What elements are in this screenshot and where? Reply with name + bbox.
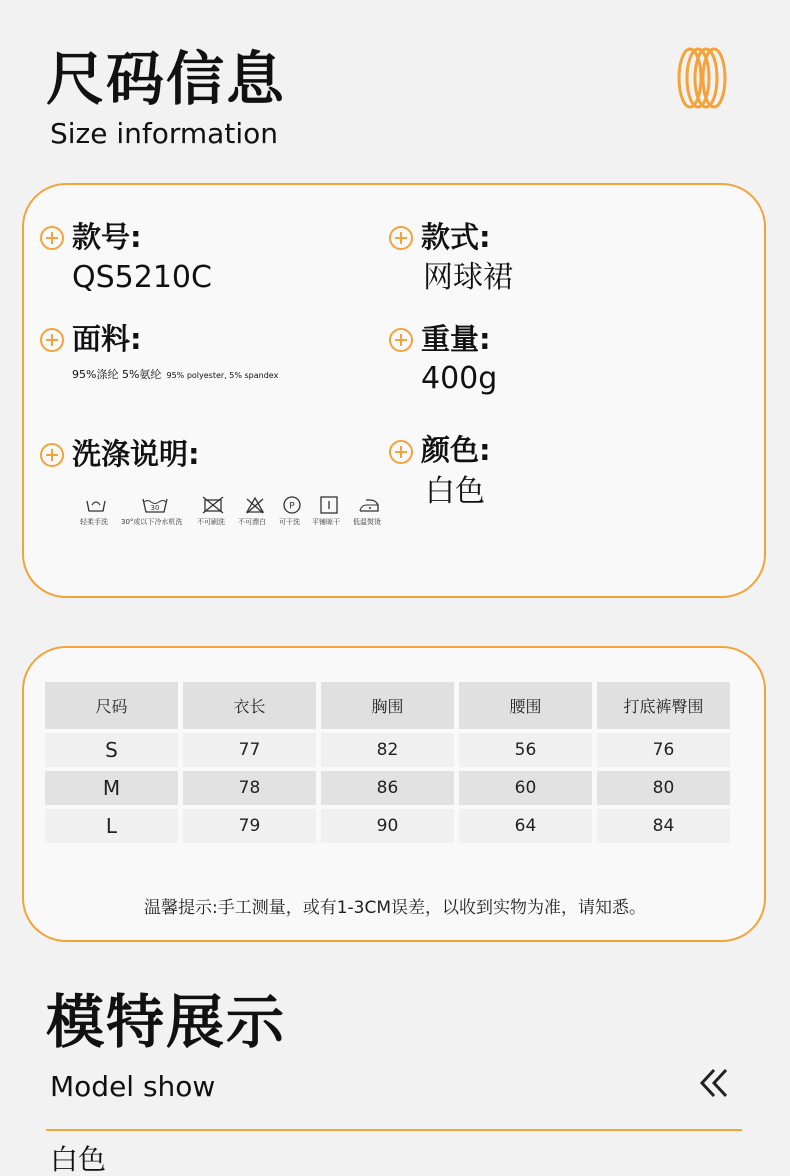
plus-circle-icon xyxy=(40,226,64,250)
table-header-cell: 衣长 xyxy=(183,682,316,729)
fabric-label: 面料: xyxy=(72,322,142,356)
care-text-hand-wash: 轻柔手洗 xyxy=(80,518,108,526)
care-text-no-brush: 不可刷洗 xyxy=(197,518,225,526)
size-info-title: 尺码信息 xyxy=(46,45,287,113)
table-cell: L xyxy=(45,809,178,843)
no-brush-icon xyxy=(202,496,224,514)
table-row xyxy=(45,809,730,843)
section-divider xyxy=(46,1129,742,1131)
table-row xyxy=(45,771,730,805)
size-table-header-row xyxy=(45,682,730,729)
table-header-cell: 打底裤臀围 xyxy=(597,682,730,729)
rings-logo-icon xyxy=(676,46,728,110)
care-text-low-iron: 低温熨烫 xyxy=(353,518,381,526)
care-text-dry-flat: 平铺晾干 xyxy=(312,518,340,526)
size-info-subtitle: Size information xyxy=(50,117,278,150)
style-value: 网球裙 xyxy=(423,260,513,295)
dry-flat-icon xyxy=(318,496,340,514)
table-cell: M xyxy=(45,771,178,805)
model-color-label: 白色 xyxy=(50,1143,107,1176)
style-label: 款式: xyxy=(421,220,491,254)
fabric-value-en: 95% polyester, 5% spandex xyxy=(166,371,279,380)
weight-value: 400g xyxy=(421,361,498,396)
table-cell: 79 xyxy=(183,809,316,843)
table-header-cell: 腰围 xyxy=(459,682,592,729)
double-chevron-left-icon[interactable] xyxy=(698,1066,732,1100)
no-bleach-icon xyxy=(244,496,266,514)
plus-circle-icon xyxy=(389,328,413,352)
weight-label: 重量: xyxy=(421,322,491,356)
table-cell: 60 xyxy=(459,771,592,805)
care-text-no-bleach: 不可漂白 xyxy=(238,518,266,526)
color-value: 白色 xyxy=(425,474,485,509)
wash-30-mark: 30 xyxy=(150,504,160,512)
plus-circle-icon xyxy=(389,226,413,250)
table-cell: 80 xyxy=(597,771,730,805)
table-cell: 82 xyxy=(321,733,454,767)
plus-circle-icon xyxy=(40,443,64,467)
fabric-value xyxy=(72,363,278,382)
table-header-cell: 胸围 xyxy=(321,682,454,729)
care-text-wash-30: 30°或以下冷水机洗 xyxy=(121,518,183,526)
size-table xyxy=(40,678,735,847)
style-number-label: 款号: xyxy=(72,220,142,254)
measurement-note: 温馨提示:手工测量，或有1-3CM误差，以收到实物为准，请知悉。 xyxy=(143,898,647,918)
style-number-value: QS5210C xyxy=(72,260,212,295)
table-cell: 64 xyxy=(459,809,592,843)
plus-circle-icon xyxy=(389,440,413,464)
plus-circle-icon xyxy=(40,328,64,352)
table-cell: 76 xyxy=(597,733,730,767)
table-cell: 56 xyxy=(459,733,592,767)
table-cell: S xyxy=(45,733,178,767)
table-cell: 86 xyxy=(321,771,454,805)
table-cell: 90 xyxy=(321,809,454,843)
low-iron-icon xyxy=(358,496,380,514)
model-show-title: 模特展示 xyxy=(46,988,287,1056)
table-cell: 78 xyxy=(183,771,316,805)
model-show-subtitle: Model show xyxy=(50,1070,216,1103)
fabric-value-cn: 95%涤纶 5%氨纶 xyxy=(72,368,162,381)
table-cell: 84 xyxy=(597,809,730,843)
wash-instructions-label: 洗涤说明: xyxy=(72,437,200,471)
dry-clean-p-icon xyxy=(281,496,303,514)
table-row xyxy=(45,733,730,767)
color-label: 颜色: xyxy=(421,433,491,467)
dry-clean-mark: P xyxy=(289,501,295,512)
table-cell: 77 xyxy=(183,733,316,767)
table-header-cell: 尺码 xyxy=(45,682,178,729)
care-text-dry-clean: 可干洗 xyxy=(279,518,300,526)
wash-30-icon xyxy=(142,496,164,514)
hand-wash-icon xyxy=(85,496,107,514)
